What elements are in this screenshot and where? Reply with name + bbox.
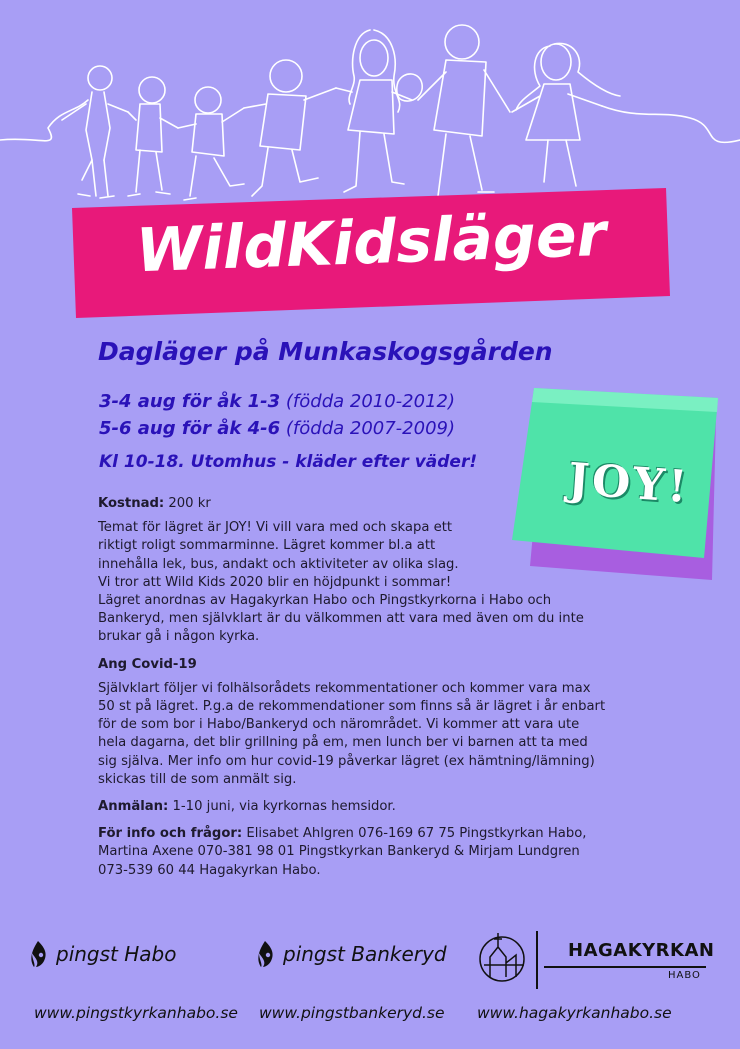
cost-value: 200 kr	[168, 496, 211, 511]
haga-name: HAGAKYRKAN	[568, 940, 715, 961]
haga-divider	[536, 931, 538, 989]
covid-line: 50 st på lägret. P.g.a de rekommendationer som finns så är lägret i år enbart	[98, 699, 606, 715]
info-text: Elisabet Ahlgren 076-169 67 75 Pingstkyrkan Habo,	[246, 826, 587, 842]
signup-value: 1-10 juni, via kyrkornas hemsidor.	[172, 799, 396, 815]
title-banner	[72, 186, 670, 318]
intro-line: Lägret anordnas av Hagakyrkan Habo och Pingstkyrkorna i Habo och	[98, 593, 552, 609]
info-line: Martina Axene 070-381 98 01 Pingstkyrkan Bankeryd & Mirjam Lundgren	[98, 844, 580, 860]
covid-line: hela dagarna, det blir grillning på em, men lunch ber vi barnen att ta med	[98, 735, 588, 751]
logo-pingst-habo	[30, 939, 176, 969]
logo-bankeryd-text: pingst Bankeryd	[283, 942, 447, 966]
covid-line: för de som bor i Habo/Bankeryd och närområdet. Vi kommer att vara ute	[98, 717, 580, 733]
covid-line: Självklart följer vi folhälsorådets rekommentationer och kommer vara max	[98, 680, 591, 696]
info-line: 073-539 60 44 Hagakyrkan Habo.	[98, 862, 321, 878]
signup-label: Anmälan:	[98, 799, 169, 815]
date-line	[99, 415, 455, 442]
cost-line	[98, 495, 688, 513]
logo-hagakyrkan	[476, 929, 716, 989]
banner-title: WildKidsläger	[134, 199, 608, 287]
cost-label: Kostnad:	[98, 496, 165, 511]
pingst-flame-icon	[257, 939, 277, 969]
date-line	[99, 388, 455, 415]
date-main: 5-6 aug för åk 4-6	[99, 418, 281, 439]
date-note: (födda 2007-2009)	[285, 418, 456, 439]
intro-line: brukar gå i någon kyrka.	[98, 629, 260, 645]
intro-line: Vi tror att Wild Kids 2020 blir en höjdpunkt i sommar!	[98, 574, 452, 590]
date-note: (födda 2010-2012)	[285, 391, 456, 412]
signup-line	[98, 798, 688, 816]
children-line-art	[0, 0, 740, 215]
intro-line: Bankeryd, men självklart är du välkommen att vara med även om du inte	[98, 611, 584, 627]
joy-text: JOY!	[566, 453, 692, 514]
covid-line: skickas till de som anmält sig.	[98, 771, 297, 787]
date-main: 3-4 aug för åk 1-3	[99, 391, 281, 412]
hagakyrkan-emblem-icon	[476, 929, 532, 989]
intro-line: Temat för lägret är JOY! Vi vill vara med och skapa ett	[98, 520, 453, 536]
hours-line: Kl 10-18. Utomhus - kläder efter väder!	[99, 452, 478, 472]
url-habo[interactable]: www.pingstkyrkanhabo.se	[34, 1004, 238, 1022]
body-text	[98, 495, 688, 880]
logo-pingst-bankeryd	[257, 939, 447, 969]
url-haga[interactable]: www.hagakyrkanhabo.se	[477, 1004, 672, 1022]
logo-habo-text: pingst Habo	[56, 942, 177, 966]
pingst-flame-icon	[30, 939, 50, 969]
intro-line: innehålla lek, bus, andakt och aktiviteter av olika slag.	[98, 556, 459, 572]
haga-sub: HABO	[668, 970, 701, 981]
covid-heading: Ang Covid-19	[98, 656, 197, 672]
logos-footer	[0, 925, 740, 1049]
covid-line: sig själva. Mer info om hur covid-19 påverkar lägret (ex hämtning/lämning)	[98, 753, 595, 769]
info-line	[98, 825, 688, 843]
info-label: För info och frågor:	[98, 826, 243, 842]
haga-rule	[544, 966, 706, 968]
dates-block	[99, 388, 455, 442]
url-bankeryd[interactable]: www.pingstbankeryd.se	[259, 1004, 445, 1022]
subtitle: Dagläger på Munkaskogsgården	[98, 337, 553, 366]
intro-line: riktigt roligt sommarminne. Lägret kommer bl.a att	[98, 538, 436, 554]
